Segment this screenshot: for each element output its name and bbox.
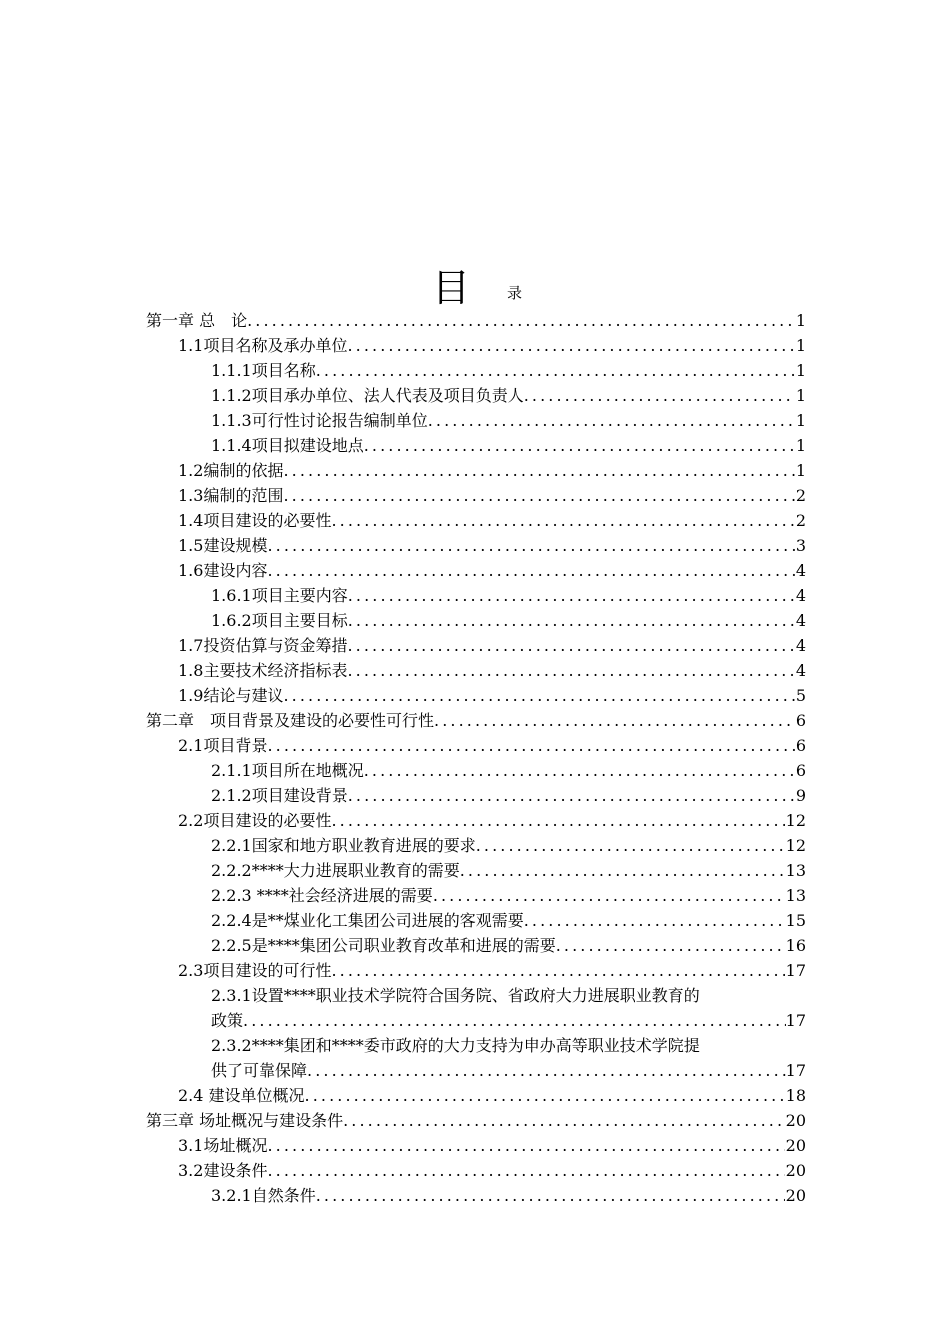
toc-entry-label-line2: 政策 <box>211 1011 244 1030</box>
toc-entry-label: 2.4 建设单位概况 <box>178 1086 305 1105</box>
toc-page-number: 12 <box>785 811 806 830</box>
toc-entry[interactable] <box>146 633 806 658</box>
toc-entry[interactable] <box>146 583 806 608</box>
toc-entry-label: 2.2.4是**煤业化工集团公司进展的客观需要 <box>211 911 524 930</box>
toc-page-number: 4 <box>795 636 806 655</box>
toc-title <box>432 266 632 310</box>
toc-dot-leader <box>347 658 794 683</box>
toc-dot-leader <box>283 458 794 483</box>
toc-entry-label: 1.3编制的范围 <box>178 486 284 505</box>
toc-dot-leader <box>243 1008 786 1033</box>
toc-page-number: 2 <box>795 511 806 530</box>
toc-entry-wrapped[interactable] <box>146 983 806 1033</box>
toc-dot-leader <box>460 858 785 883</box>
toc-entry[interactable] <box>146 908 806 933</box>
toc-entry-label: 2.3项目建设的可行性 <box>178 961 332 980</box>
toc-page-number: 16 <box>785 936 806 955</box>
toc-entry-label-line1: 2.3.1设置****职业技术学院符合国务院、省政府大力进展职业教育的 <box>211 986 700 1005</box>
toc-page-number: 17 <box>785 1061 806 1080</box>
toc-dot-leader <box>307 1058 786 1083</box>
toc-dot-leader <box>364 758 795 783</box>
toc-dot-leader <box>524 383 795 408</box>
toc-dot-leader <box>267 558 794 583</box>
toc-entry-label: 1.8主要技术经济指标表 <box>178 661 348 680</box>
toc-page-number: 1 <box>795 361 806 380</box>
toc-entry-label-line1: 2.3.2****集团和****委市政府的大力支持为申办高等职业技术学院提 <box>211 1036 700 1055</box>
toc-entry-label-line2: 供了可靠保障 <box>211 1061 308 1080</box>
toc-dot-leader <box>347 333 794 358</box>
toc-dot-leader <box>267 733 794 758</box>
toc-entry-label: 1.4项目建设的必要性 <box>178 511 332 530</box>
toc-entry-label: 2.2项目建设的必要性 <box>178 811 332 830</box>
toc-dot-leader <box>283 683 794 708</box>
toc-entry-label: 2.2.5是****集团公司职业教育改革和进展的需要 <box>211 936 556 955</box>
toc-dot-leader <box>331 508 794 533</box>
toc-page-number: 1 <box>795 336 806 355</box>
toc-dot-leader <box>316 358 795 383</box>
toc-dot-leader <box>428 408 795 433</box>
toc-page-number: 6 <box>795 711 806 730</box>
toc-entry[interactable] <box>146 358 806 383</box>
toc-dot-leader <box>267 533 794 558</box>
toc-page-number: 3 <box>795 536 806 555</box>
toc-dot-leader <box>347 633 794 658</box>
toc-dot-leader <box>267 1133 784 1158</box>
toc-entry[interactable] <box>146 508 806 533</box>
toc-page-number: 20 <box>785 1136 806 1155</box>
toc-entry-label: 1.2编制的依据 <box>178 461 284 480</box>
toc-entry[interactable] <box>146 1158 806 1183</box>
toc-entry[interactable] <box>146 733 806 758</box>
toc-entry[interactable] <box>146 658 806 683</box>
toc-dot-leader <box>331 958 784 983</box>
toc-entry-label: 1.1项目名称及承办单位 <box>178 336 348 355</box>
toc-entry[interactable] <box>146 808 806 833</box>
toc-page-number: 15 <box>785 911 806 930</box>
toc-page-number: 20 <box>785 1186 806 1205</box>
toc-entry[interactable] <box>146 608 806 633</box>
toc-entry[interactable] <box>146 958 806 983</box>
toc-entry[interactable] <box>146 758 806 783</box>
toc-entry-label: 1.6.2项目主要目标 <box>211 611 348 630</box>
toc-entry[interactable] <box>146 408 806 433</box>
toc-page-number: 20 <box>785 1161 806 1180</box>
toc-entry-label: 2.2.2****大力进展职业教育的需要 <box>211 861 460 880</box>
toc-entry-label: 2.2.1国家和地方职业教育进展的要求 <box>211 836 476 855</box>
toc-entry-label: 第二章 项目背景及建设的必要性可行性 <box>146 711 435 730</box>
toc-entry-label: 2.1.1项目所在地概况 <box>211 761 364 780</box>
toc-dot-leader <box>331 808 784 833</box>
toc-dot-leader <box>476 833 785 858</box>
toc-entry-wrapped[interactable] <box>146 1033 806 1083</box>
toc-page-number: 1 <box>795 436 806 455</box>
toc-entry[interactable] <box>146 1183 806 1208</box>
toc-page-number: 17 <box>785 961 806 980</box>
toc-page-number: 18 <box>785 1086 806 1105</box>
toc-title-secondary: 录 <box>507 284 523 302</box>
toc-page-number: 6 <box>795 736 806 755</box>
toc-entry-label: 2.1项目背景 <box>178 736 268 755</box>
toc-entry-label: 1.1.2项目承办单位、法人代表及项目负责人 <box>211 386 524 405</box>
toc-entry-label: 1.6.1项目主要内容 <box>211 586 348 605</box>
toc-page-number: 20 <box>785 1111 806 1130</box>
toc-page-number: 13 <box>785 886 806 905</box>
toc-dot-leader <box>283 483 794 508</box>
toc-entry[interactable] <box>146 383 806 408</box>
toc-page-number: 1 <box>795 311 806 330</box>
toc-entry[interactable] <box>146 933 806 958</box>
toc-entry-label: 3.2建设条件 <box>178 1161 268 1180</box>
toc-page-number: 4 <box>795 586 806 605</box>
toc-dot-leader <box>267 1158 784 1183</box>
toc-entry[interactable] <box>146 883 806 908</box>
toc-entry[interactable] <box>146 858 806 883</box>
toc-entry-label: 3.1场址概况 <box>178 1136 268 1155</box>
toc-page-number: 9 <box>795 786 806 805</box>
toc-entry-label: 第三章 场址概况与建设条件 <box>146 1111 344 1130</box>
toc-entry-label: 1.6建设内容 <box>178 561 268 580</box>
toc-dot-leader <box>433 883 785 908</box>
toc-dot-leader <box>556 933 785 958</box>
toc-entry[interactable] <box>146 558 806 583</box>
toc-dot-leader <box>305 1083 785 1108</box>
toc-entry[interactable] <box>146 308 806 333</box>
toc-entry[interactable] <box>146 833 806 858</box>
toc-entry[interactable] <box>146 708 806 733</box>
toc-entry-label: 3.2.1自然条件 <box>211 1186 316 1205</box>
toc-entry[interactable] <box>146 458 806 483</box>
toc-dot-leader <box>343 1108 785 1133</box>
toc-dot-leader <box>348 608 795 633</box>
toc-entry-label: 第一章 总 论 <box>146 311 248 330</box>
toc-page-number: 17 <box>785 1011 806 1030</box>
toc-dot-leader <box>348 583 795 608</box>
toc-dot-leader <box>348 783 795 808</box>
toc-page-number: 4 <box>795 661 806 680</box>
toc-page-number: 2 <box>795 486 806 505</box>
toc-page-number: 13 <box>785 861 806 880</box>
toc-entry[interactable] <box>146 1133 806 1158</box>
toc-entry-label: 1.5建设规模 <box>178 536 268 555</box>
toc-entry[interactable] <box>146 433 806 458</box>
toc-title-main: 目 <box>432 266 471 310</box>
toc-page-number: 1 <box>795 461 806 480</box>
toc-page-number: 4 <box>795 561 806 580</box>
toc-entry[interactable] <box>146 1083 806 1108</box>
toc-entry[interactable] <box>146 333 806 358</box>
toc-entry-label: 1.7投资估算与资金筹措 <box>178 636 348 655</box>
toc-entry-label: 2.1.2项目建设背景 <box>211 786 348 805</box>
toc-entry[interactable] <box>146 483 806 508</box>
toc-page-number: 6 <box>795 761 806 780</box>
toc-dot-leader <box>247 308 795 333</box>
toc-entry-label: 1.1.1项目名称 <box>211 361 316 380</box>
toc-entry-label: 1.1.3可行性讨论报告编制单位 <box>211 411 428 430</box>
toc-dot-leader <box>316 1183 785 1208</box>
toc-dot-leader <box>434 708 795 733</box>
table-of-contents <box>146 308 806 1208</box>
toc-page-number: 4 <box>795 611 806 630</box>
toc-entry-label: 1.9结论与建议 <box>178 686 284 705</box>
toc-entry[interactable] <box>146 533 806 558</box>
toc-dot-leader <box>524 908 785 933</box>
toc-dot-leader <box>364 433 795 458</box>
toc-entry[interactable] <box>146 683 806 708</box>
toc-entry-label: 2.2.3 ****社会经济进展的需要 <box>211 886 433 905</box>
toc-entry[interactable] <box>146 783 806 808</box>
toc-page-number: 12 <box>785 836 806 855</box>
toc-entry[interactable] <box>146 1108 806 1133</box>
toc-page-number: 1 <box>795 386 806 405</box>
toc-page-number: 1 <box>795 411 806 430</box>
toc-page-number: 5 <box>795 686 806 705</box>
toc-entry-label: 1.1.4项目拟建设地点 <box>211 436 364 455</box>
